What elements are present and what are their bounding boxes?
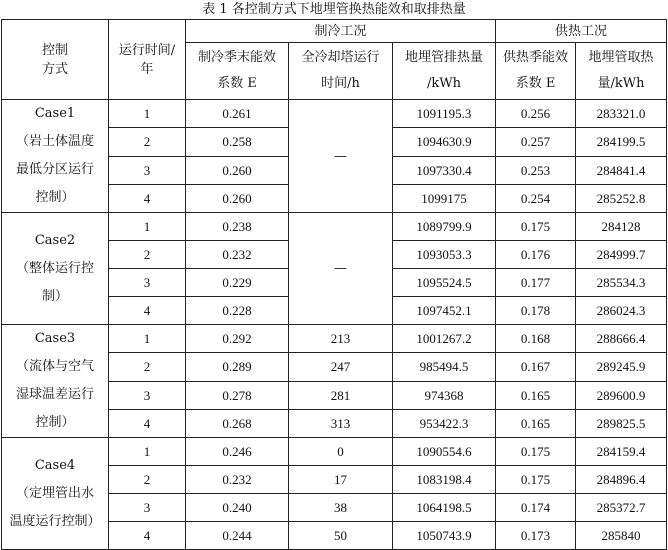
heat-eff-cell: 0.175 — [496, 213, 576, 241]
run-year-cell: 3 — [109, 269, 186, 297]
header-line: 地埋管取热 — [588, 50, 654, 65]
heat-eff-cell: 0.256 — [496, 100, 576, 128]
table-row — [2, 100, 667, 128]
run-year-cell: 2 — [109, 128, 186, 156]
heat-reject-cell: 1090554.6 — [393, 438, 496, 466]
cool-eff-cell: 0.292 — [186, 325, 289, 353]
heat-eff-cell: 0.178 — [496, 297, 576, 325]
table-row — [2, 438, 667, 466]
cool-eff-cell: 0.278 — [186, 381, 289, 409]
tower-hours-cell: 50 — [289, 522, 393, 550]
control-mode-line: （流体与空气 — [15, 359, 94, 374]
cool-eff-cell: 0.240 — [186, 494, 289, 522]
control-mode-line: 温度运行控制） — [9, 513, 101, 529]
header-cool-eff — [186, 43, 289, 100]
heat-reject-cell: 1097452.1 — [393, 297, 496, 325]
cool-eff-cell: 0.260 — [186, 156, 289, 184]
heat-reject-cell: 953422.3 — [393, 409, 496, 437]
control-mode-line: Case2 — [34, 232, 76, 248]
control-mode-line: 制） — [41, 288, 68, 304]
run-year-cell: 2 — [109, 241, 186, 269]
control-mode-cell — [2, 325, 109, 438]
table-body — [2, 20, 667, 550]
heat-reject-cell: 985494.5 — [393, 353, 496, 381]
heat-reject-cell: 1097330.4 — [393, 156, 496, 184]
tower-hours-cell: 213 — [289, 325, 393, 353]
control-mode-line: 最低分区运行 — [15, 162, 94, 177]
heat-reject-cell: 974368 — [393, 381, 496, 409]
run-year-cell: 1 — [109, 438, 186, 466]
heat-reject-cell: 1001267.2 — [393, 325, 496, 353]
heat-reject-cell: 1099175 — [393, 184, 496, 212]
cool-eff-cell: 0.228 — [186, 297, 289, 325]
heat-extract-cell: 289600.9 — [576, 381, 667, 409]
header-line: 时间/h — [321, 76, 360, 91]
header-line: 系数 E — [515, 76, 556, 91]
header-control-mode — [2, 20, 109, 100]
heat-extract-cell: 284999.7 — [576, 241, 667, 269]
heat-extract-cell: 285372.7 — [576, 494, 667, 522]
heat-eff-cell: 0.167 — [496, 353, 576, 381]
heat-eff-cell: 0.257 — [496, 128, 576, 156]
heat-extract-cell: 284128 — [576, 213, 667, 241]
run-year-cell: 1 — [109, 213, 186, 241]
heat-eff-cell: 0.253 — [496, 156, 576, 184]
tower-hours-cell: — — [289, 100, 393, 213]
cool-eff-cell: 0.229 — [186, 269, 289, 297]
header-heat-extract — [576, 43, 667, 100]
header-cooling-group: 制冷工况 — [186, 20, 496, 43]
control-mode-line: Case1 — [34, 106, 76, 121]
control-mode-line: 控制） — [35, 190, 75, 205]
control-mode-line: 湿球温差运行 — [15, 387, 94, 402]
heat-extract-cell: 284159.4 — [576, 438, 667, 466]
tower-hours-cell: 0 — [289, 438, 393, 466]
table-caption: 表 1 各控制方式下地埋管换热能效和取排热量 — [202, 2, 466, 17]
heat-reject-cell: 1064198.5 — [393, 494, 496, 522]
control-mode-line: （定埋管出水 — [15, 485, 94, 501]
header-line: 制冷季末能效 — [197, 50, 276, 65]
cool-eff-cell: 0.268 — [186, 409, 289, 437]
header-heating-group: 供热工况 — [496, 20, 667, 43]
heat-extract-cell: 284199.5 — [576, 128, 667, 156]
header-run-year — [109, 20, 186, 100]
control-mode-cell — [2, 213, 109, 325]
run-year-cell: 4 — [109, 409, 186, 437]
table-row — [2, 213, 667, 241]
header-line: 方式 — [41, 61, 68, 77]
cool-eff-cell: 0.232 — [186, 241, 289, 269]
header-row-1 — [2, 20, 667, 43]
header-line: 量/kWh — [597, 76, 645, 91]
control-mode-line: 控制） — [35, 415, 75, 430]
heat-extract-cell: 284841.4 — [576, 156, 667, 184]
run-year-cell: 4 — [109, 522, 186, 550]
heat-reject-cell: 1050743.9 — [393, 522, 496, 550]
heat-eff-cell: 0.175 — [496, 466, 576, 494]
heat-extract-cell: 284896.4 — [576, 466, 667, 494]
header-line: 全冷却塔运行 — [301, 50, 380, 65]
control-mode-line: Case3 — [34, 331, 76, 346]
header-line: /kWh — [427, 76, 461, 91]
heat-reject-cell: 1093053.3 — [393, 241, 496, 269]
heat-reject-cell: 1083198.4 — [393, 466, 496, 494]
run-year-cell: 1 — [109, 100, 186, 128]
heat-eff-cell: 0.165 — [496, 381, 576, 409]
header-line: 控制 — [41, 42, 68, 58]
heat-eff-cell: 0.175 — [496, 438, 576, 466]
heat-extract-cell: 289245.9 — [576, 353, 667, 381]
heat-extract-cell: 285252.8 — [576, 184, 667, 212]
tower-hours-cell: 247 — [289, 353, 393, 381]
cool-eff-cell: 0.261 — [186, 100, 289, 128]
run-year-cell: 2 — [109, 353, 186, 381]
run-year-cell: 3 — [109, 381, 186, 409]
header-tower-hours — [289, 43, 393, 100]
header-line: 地埋管排热量 — [405, 50, 484, 65]
cool-eff-cell: 0.260 — [186, 184, 289, 212]
cool-eff-cell: 0.244 — [186, 522, 289, 550]
heat-extract-cell: 289825.5 — [576, 409, 667, 437]
heat-extract-cell: 285840 — [576, 522, 667, 550]
tower-hours-cell: 281 — [289, 381, 393, 409]
heat-extract-cell: 286024.3 — [576, 297, 667, 325]
run-year-cell: 2 — [109, 466, 186, 494]
run-year-cell: 1 — [109, 325, 186, 353]
results-table — [1, 19, 667, 550]
header-heat-eff — [496, 43, 576, 100]
cool-eff-cell: 0.258 — [186, 128, 289, 156]
heat-eff-cell: 0.174 — [496, 494, 576, 522]
heat-reject-cell: 1095524.5 — [393, 269, 496, 297]
heat-reject-cell: 1089799.9 — [393, 213, 496, 241]
run-year-cell: 4 — [109, 184, 186, 212]
run-year-cell: 4 — [109, 297, 186, 325]
cool-eff-cell: 0.238 — [186, 213, 289, 241]
run-year-cell: 3 — [109, 156, 186, 184]
header-line: 年 — [140, 61, 154, 77]
header-heat-reject — [393, 43, 496, 100]
heat-eff-cell: 0.176 — [496, 241, 576, 269]
heat-eff-cell: 0.165 — [496, 409, 576, 437]
heat-eff-cell: 0.168 — [496, 325, 576, 353]
tower-hours-cell: 17 — [289, 466, 393, 494]
control-mode-line: （整体运行控 — [15, 260, 94, 276]
table-row — [2, 325, 667, 353]
tower-hours-cell: — — [289, 213, 393, 325]
tower-hours-cell: 38 — [289, 494, 393, 522]
header-line: 供热季能效 — [503, 50, 569, 65]
run-year-cell: 3 — [109, 494, 186, 522]
cool-eff-cell: 0.232 — [186, 466, 289, 494]
cool-eff-cell: 0.289 — [186, 353, 289, 381]
control-mode-line: （岩土体温度 — [15, 134, 94, 149]
control-mode-cell — [2, 438, 109, 550]
heat-reject-cell: 1091195.3 — [393, 100, 496, 128]
heat-extract-cell: 285534.3 — [576, 269, 667, 297]
heat-eff-cell: 0.177 — [496, 269, 576, 297]
control-mode-line: Case4 — [34, 457, 76, 473]
tower-hours-cell: 313 — [289, 409, 393, 437]
heat-extract-cell: 283321.0 — [576, 100, 667, 128]
heat-extract-cell: 288666.4 — [576, 325, 667, 353]
heat-eff-cell: 0.254 — [496, 184, 576, 212]
header-line: 运行时间/ — [118, 42, 176, 58]
header-line: 系数 E — [217, 76, 257, 91]
control-mode-cell — [2, 100, 109, 213]
heat-eff-cell: 0.173 — [496, 522, 576, 550]
heat-reject-cell: 1094630.9 — [393, 128, 496, 156]
cool-eff-cell: 0.246 — [186, 438, 289, 466]
